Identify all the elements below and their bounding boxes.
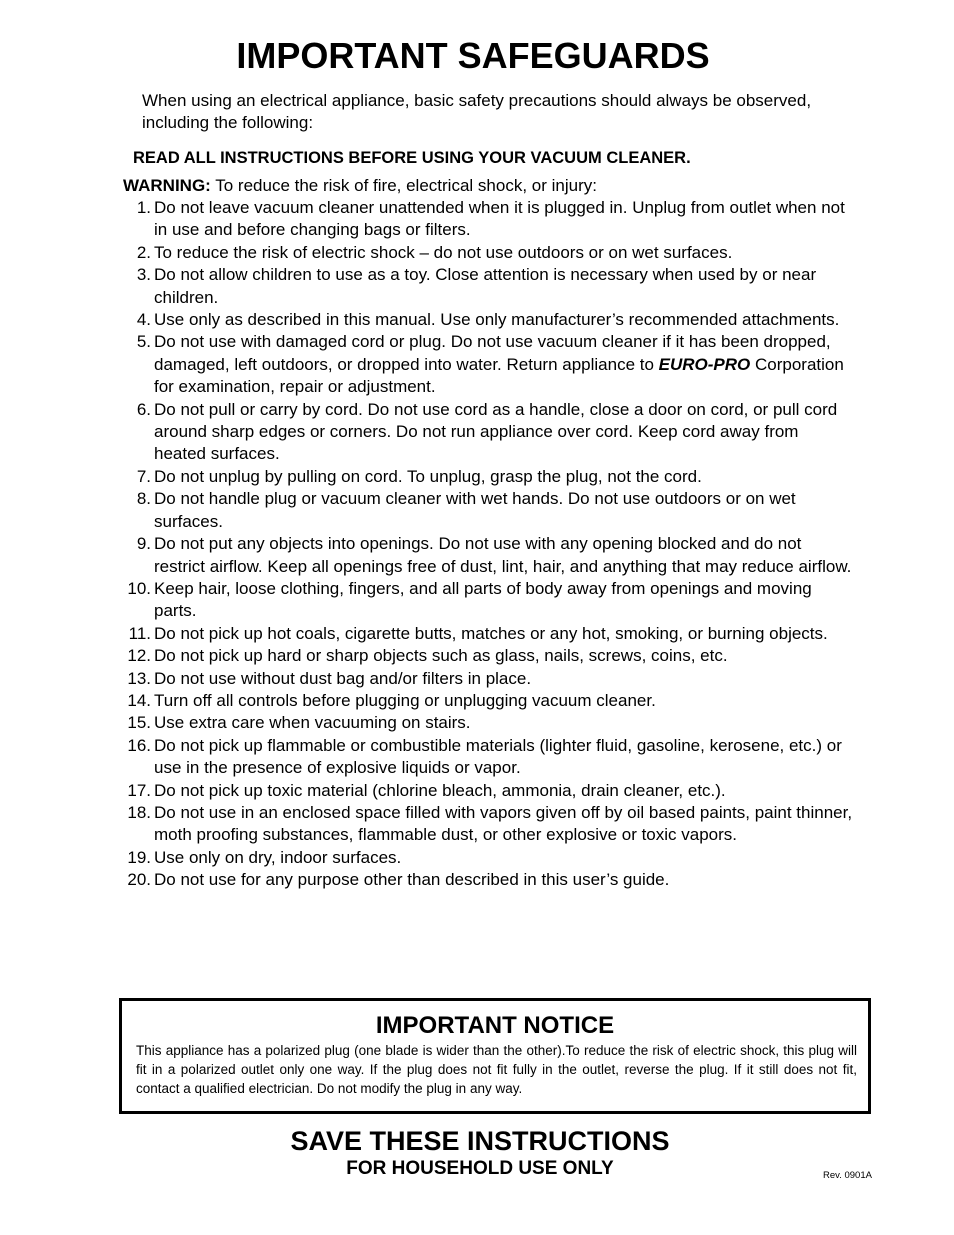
item-text: Do not leave vacuum cleaner unattended when it is plugged in. Unplug from outlet when not in use and before changing bags or filters. <box>154 198 845 240</box>
list-item <box>123 399 853 466</box>
list-item <box>123 242 853 264</box>
safeguards-list <box>123 197 853 892</box>
item-number: 3. <box>136 265 151 285</box>
list-item <box>123 309 853 331</box>
item-text-before: Do not use with damaged cord or plug. Do not use vacuum cleaner if it has been dropped, damaged, left outdoors, or dropped into water. Return appliance to <box>154 332 831 374</box>
list-item <box>123 712 853 734</box>
item-text: Do not use in an enclosed space filled with vapors given off by oil based paints, paint thinner, moth proofing substances, flammable dust, or other explosive or toxic vapors. <box>154 802 853 845</box>
item-text: Do not unplug by pulling on cord. To unplug, grasp the plug, not the cord. <box>154 466 702 486</box>
notice-title: IMPORTANT NOTICE <box>375 1012 615 1039</box>
item-number: 9. <box>136 534 151 554</box>
list-item <box>123 780 853 802</box>
item-text: Do not use for any purpose other than described in this user’s guide. <box>154 870 670 890</box>
list-item <box>123 668 853 690</box>
page-title: IMPORTANT SAFEGUARDS <box>236 35 710 76</box>
item-text: Do not put any objects into openings. Do not use with any opening blocked and do not restrict airflow. Keep all openings free of dust, lint, hair, and anything that may reduce airflow. <box>154 534 852 576</box>
item-number: 15. <box>127 713 151 733</box>
item-number: 8. <box>136 489 151 509</box>
item-text: Use only as described in this manual. Use only manufacturer’s recommended attachments. <box>154 310 840 330</box>
item-number: 1. <box>136 198 151 217</box>
item-number: 4. <box>136 310 151 330</box>
list-item <box>123 488 853 533</box>
item-number: 19. <box>127 847 151 867</box>
item-text: Do not use without dust bag and/or filters in place. <box>154 668 532 688</box>
item-text: Turn off all controls before plugging or unplugging vacuum cleaner. <box>154 690 656 710</box>
item-number: 10. <box>127 578 151 598</box>
warning-label: WARNING: <box>123 176 211 195</box>
list-item <box>123 623 853 645</box>
list-item <box>123 735 853 780</box>
item-text: Do not pick up hot coals, cigarette butts, matches or any hot, smoking, or burning objects. <box>154 623 828 643</box>
item-text: Do not pull or carry by cord. Do not use cord as a handle, close a door on cord, or pull cord around sharp edges or corners. Do not run appliance over cord. Keep cord away from heated surfaces. <box>154 399 838 464</box>
item-number: 7. <box>136 466 151 486</box>
item-number: 13. <box>127 668 151 688</box>
item-number: 14. <box>127 690 151 710</box>
warning-line <box>123 175 597 197</box>
list-item <box>123 869 853 891</box>
item-text: Do not handle plug or vacuum cleaner with wet hands. Do not use outdoors or on wet surfaces. <box>154 489 796 531</box>
item-number: 5. <box>136 332 151 352</box>
item-text: Use extra care when vacuuming on stairs. <box>154 713 471 733</box>
item-number: 18. <box>127 802 151 822</box>
item-number: 2. <box>136 242 151 262</box>
item-number: 11. <box>128 623 151 643</box>
item-number: 16. <box>127 735 151 755</box>
list-item <box>123 690 853 712</box>
intro-text: When using an electrical appliance, basic safety precautions should always be observed, including the following: <box>142 91 812 132</box>
list-item <box>123 847 853 869</box>
item-text: Do not allow children to use as a toy. Close attention is necessary when used by or near children. <box>154 265 817 307</box>
warning-text: To reduce the risk of fire, electrical shock, or injury: <box>210 176 597 195</box>
notice-text: This appliance has a polarized plug (one blade is wider than the other).To reduce the risk of electric shock, this plug will fit in a polarized outlet only one way. If the plug does not fit fully in the outlet, reverse the plug. If it still does not fit, contact a qualified electrician. Do not modify the plug in any way. <box>136 1043 857 1096</box>
item-number: 6. <box>136 399 151 419</box>
list-item <box>123 802 853 847</box>
list-item <box>123 578 853 623</box>
list-item <box>123 264 853 309</box>
item-text: To reduce the risk of electric shock – do not use outdoors or on wet surfaces. <box>154 242 733 262</box>
item-text: Do not pick up flammable or combustible materials (lighter fluid, gasoline, kerosene, etc.) or use in the presence of explosive liquids or vapor. <box>154 735 842 778</box>
list-item <box>123 533 853 578</box>
item-number: 20. <box>127 870 151 890</box>
save-instructions-heading: SAVE THESE INSTRUCTIONS <box>290 1126 670 1156</box>
item-text <box>123 331 853 398</box>
read-all-instructions-heading: READ ALL INSTRUCTIONS BEFORE USING YOUR VACUUM CLEANER. <box>133 149 691 167</box>
item-text: Do not pick up toxic material (chlorine bleach, ammonia, drain cleaner, etc.). <box>154 780 726 800</box>
list-item <box>123 645 853 667</box>
list-item <box>123 331 853 398</box>
item-text: Do not pick up hard or sharp objects such as glass, nails, screws, coins, etc. <box>154 646 728 666</box>
item-text: Use only on dry, indoor surfaces. <box>154 847 402 867</box>
item-number: 17. <box>127 780 151 800</box>
item-text: Keep hair, loose clothing, fingers, and all parts of body away from openings and moving parts. <box>154 578 812 621</box>
important-notice-box <box>119 998 871 1114</box>
item-text-after: Corporation for examination, repair or adjustment. <box>154 354 844 397</box>
revision-code: Rev. 0901A <box>823 1170 872 1181</box>
list-item <box>123 197 853 242</box>
brand-name: EURO-PRO <box>658 354 751 374</box>
item-number: 12. <box>127 646 151 666</box>
household-use-subheading: FOR HOUSEHOLD USE ONLY <box>346 1158 614 1179</box>
list-item <box>123 466 853 488</box>
